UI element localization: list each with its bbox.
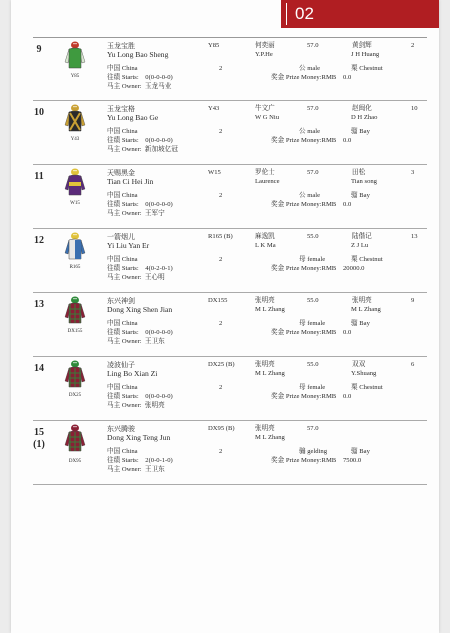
starts-record: 往绩 Starts: 0(0-0-0-0): [107, 137, 173, 144]
owner: 马主 Owner: 王卫东: [107, 338, 165, 345]
horse-age: 2: [219, 448, 223, 455]
prize-money-label: 奖金 Prize Money:RMB: [271, 393, 337, 400]
jockey-name-cn: 张明亮: [255, 297, 275, 304]
starts-record: 往绩 Starts: 0(0-0-0-0): [107, 393, 173, 400]
trainer-name-cn: 黄剑辉: [352, 42, 372, 49]
barrier-draw: 10: [411, 105, 418, 112]
silk-code: R165: [69, 265, 81, 270]
barrier-draw: 2: [411, 42, 415, 49]
horse-name-en: Dong Xing Teng Jun: [107, 433, 171, 442]
prize-money-value: 0.0: [343, 137, 352, 144]
carried-weight: 55.0: [307, 297, 319, 304]
starts-record: 往绩 Starts: 2(0-0-1-0): [107, 457, 173, 464]
jockey-silk-icon: [64, 359, 86, 389]
silk-code: Y43: [70, 137, 80, 142]
trainer-name-en: M L Zhang: [351, 306, 381, 313]
horse-age: 2: [219, 256, 223, 263]
horse-sex: 母 female: [299, 384, 326, 391]
trainer-name-en: Y.Shuang: [351, 370, 377, 377]
barrier-draw: 13: [411, 233, 418, 240]
horse-entry: [33, 357, 427, 421]
trainer-name-cn: 双双: [352, 361, 366, 368]
entry-number: 11: [34, 171, 44, 182]
horse-entry: [33, 38, 427, 101]
horse-entry: [33, 101, 427, 165]
jockey-name-en: L K Ma: [255, 242, 276, 249]
prize-money-value: 7500.0: [343, 457, 362, 464]
jockey-silk-icon: [64, 231, 86, 261]
horse-name-en: Yi Liu Yan Er: [107, 241, 150, 250]
prize-money-label: 奖金 Prize Money:RMB: [271, 329, 337, 336]
horse-entry: [33, 165, 427, 229]
prize-money-value: 0.0: [343, 74, 352, 81]
rating: DX155: [208, 297, 228, 304]
silk-code: W15: [70, 201, 80, 206]
horse-sex: 母 female: [299, 320, 326, 327]
horse-country: 中国 China: [107, 192, 138, 199]
entry-number: 13: [34, 299, 44, 310]
rating: R165 (B): [208, 233, 233, 240]
owner: 马主 Owner: 新加坡亿冠: [107, 146, 178, 153]
carried-weight: 57.0: [307, 425, 319, 432]
jockey-name-en: Y.P.He: [255, 51, 273, 58]
jockey-name-en: W G Niu: [255, 114, 280, 121]
horse-entry: [33, 293, 427, 357]
horse-country: 中国 China: [107, 65, 138, 72]
horse-name-cn: 天赐黑金: [107, 169, 135, 177]
entry-number: 12: [34, 235, 44, 246]
entry-sub-number: (1): [33, 439, 45, 450]
horse-sex: 公 male: [299, 128, 321, 135]
starts-record: 往绩 Starts: 0(0-0-0-0): [107, 74, 173, 81]
prize-money-label: 奖金 Prize Money:RMB: [271, 137, 337, 144]
prize-money-value: 0.0: [343, 201, 352, 208]
horse-age: 2: [219, 65, 223, 72]
jockey-name-cn: 麻逸凯: [255, 233, 275, 240]
horse-color: 骝 Bay: [351, 448, 370, 455]
jockey-name-en: M L Zhang: [255, 306, 285, 313]
jockey-name-en: M L Zhang: [255, 434, 285, 441]
silk-code: Y85: [70, 74, 80, 79]
horse-name-en: Tian Ci Hei Jin: [107, 177, 154, 186]
carried-weight: 57.0: [307, 42, 319, 49]
rating: W15: [208, 169, 221, 176]
rating: DX95 (B): [208, 425, 235, 432]
horse-country: 中国 China: [107, 384, 138, 391]
horse-sex: 母 female: [299, 256, 326, 263]
carried-weight: 57.0: [307, 105, 319, 112]
jockey-name-en: Laurence: [255, 178, 280, 185]
rating: Y85: [208, 42, 220, 49]
entry-number: 15 (1): [28, 427, 50, 451]
horse-age: 2: [219, 128, 223, 135]
owner: 马主 Owner: 王心明: [107, 274, 165, 281]
silk-code: DX95: [68, 459, 82, 464]
silk-code: DX155: [67, 329, 83, 334]
jockey-silk-icon: [64, 423, 86, 453]
owner: 马主 Owner: 玉龙马业: [107, 83, 172, 90]
trainer-name-en: J H Huang: [351, 51, 380, 58]
horse-name-en: Dong Xing Shen Jian: [107, 305, 173, 314]
horse-sex: 公 male: [299, 65, 321, 72]
jockey-name-cn: 张明亮: [255, 361, 275, 368]
jockey-name-cn: 牛文广: [255, 105, 275, 112]
prize-money-label: 奖金 Prize Money:RMB: [271, 265, 337, 272]
entry-number: 14: [34, 363, 44, 374]
horse-age: 2: [219, 320, 223, 327]
barrier-draw: 6: [411, 361, 415, 368]
owner: 马主 Owner: 王卫东: [107, 466, 165, 473]
jockey-silk-icon: [64, 167, 86, 197]
barrier-draw: 3: [411, 169, 415, 176]
entry-number: 10: [34, 107, 44, 118]
horse-name-en: Yu Long Bao Ge: [107, 113, 159, 122]
horse-name-cn: 玉龙宝胜: [107, 42, 135, 50]
horse-country: 中国 China: [107, 320, 138, 327]
carried-weight: 55.0: [307, 233, 319, 240]
jockey-silk-icon: [64, 40, 86, 70]
owner: 马主 Owner: 张明亮: [107, 402, 165, 409]
horse-country: 中国 China: [107, 448, 138, 455]
horse-color: 骝 Bay: [351, 320, 370, 327]
horse-country: 中国 China: [107, 256, 138, 263]
prize-money-value: 20000.0: [343, 265, 365, 272]
jockey-name-en: M L Zhang: [255, 370, 285, 377]
horse-name-cn: 东兴神剑: [107, 297, 135, 305]
horse-color: 栗 Chestnut: [351, 65, 383, 72]
rating: Y43: [208, 105, 220, 112]
trainer-name-en: Z J Lu: [351, 242, 369, 249]
horse-age: 2: [219, 384, 223, 391]
trainer-name-cn: 陆偕记: [352, 233, 372, 240]
prize-money-value: 0.0: [343, 393, 352, 400]
horse-color: 骝 Bay: [351, 192, 370, 199]
horse-color: 栗 Chestnut: [351, 256, 383, 263]
horse-age: 2: [219, 192, 223, 199]
horse-name-cn: 凌波仙子: [107, 361, 135, 369]
horse-entry: [33, 229, 427, 293]
horse-name-en: Ling Bo Xian Zi: [107, 369, 158, 378]
jockey-name-cn: 罗伦士: [255, 169, 275, 176]
horse-sex: 公 male: [299, 192, 321, 199]
horse-sex: 骟 gelding: [299, 448, 328, 455]
horse-entry: [33, 421, 427, 485]
owner: 马主 Owner: 王军宁: [107, 210, 165, 217]
jockey-silk-icon: [64, 295, 86, 325]
starts-record: 往绩 Starts: 0(0-0-0-0): [107, 329, 173, 336]
prize-money-label: 奖金 Prize Money:RMB: [271, 201, 337, 208]
entry-number: 9: [36, 44, 42, 55]
horse-name-cn: 一箭烟儿: [107, 233, 135, 241]
prize-money-value: 0.0: [343, 329, 352, 336]
prize-money-label: 奖金 Prize Money:RMB: [271, 74, 337, 81]
trainer-name-en: Tian song: [351, 178, 377, 185]
starts-record: 往绩 Starts: 0(0-0-0-0): [107, 201, 173, 208]
jockey-name-cn: 张明亮: [255, 425, 275, 432]
rating: DX25 (B): [208, 361, 235, 368]
horse-color: 骝 Bay: [351, 128, 370, 135]
carried-weight: 57.0: [307, 169, 319, 176]
trainer-name-en: D H Zhao: [351, 114, 378, 121]
horse-name-cn: 玉龙宝格: [107, 105, 135, 113]
trainer-name-cn: 田松: [352, 169, 366, 176]
trainer-name-cn: 张明亮: [352, 297, 372, 304]
trainer-name-cn: 赵闽化: [352, 105, 372, 112]
horse-name-en: Yu Long Bao Sheng: [107, 50, 169, 59]
barrier-draw: 9: [411, 297, 415, 304]
racecard-page: [11, 0, 439, 633]
prize-money-label: 奖金 Prize Money:RMB: [271, 457, 337, 464]
jockey-silk-icon: [64, 103, 86, 133]
silk-code: DX25: [68, 393, 82, 398]
starts-record: 往绩 Starts: 4(0-2-0-1): [107, 265, 173, 272]
horse-color: 栗 Chestnut: [351, 384, 383, 391]
horse-country: 中国 China: [107, 128, 138, 135]
carried-weight: 55.0: [307, 361, 319, 368]
jockey-name-cn: 何奕丽: [255, 42, 275, 49]
page-number: 02: [286, 3, 326, 25]
horse-name-cn: 东兴腾骏: [107, 425, 135, 433]
